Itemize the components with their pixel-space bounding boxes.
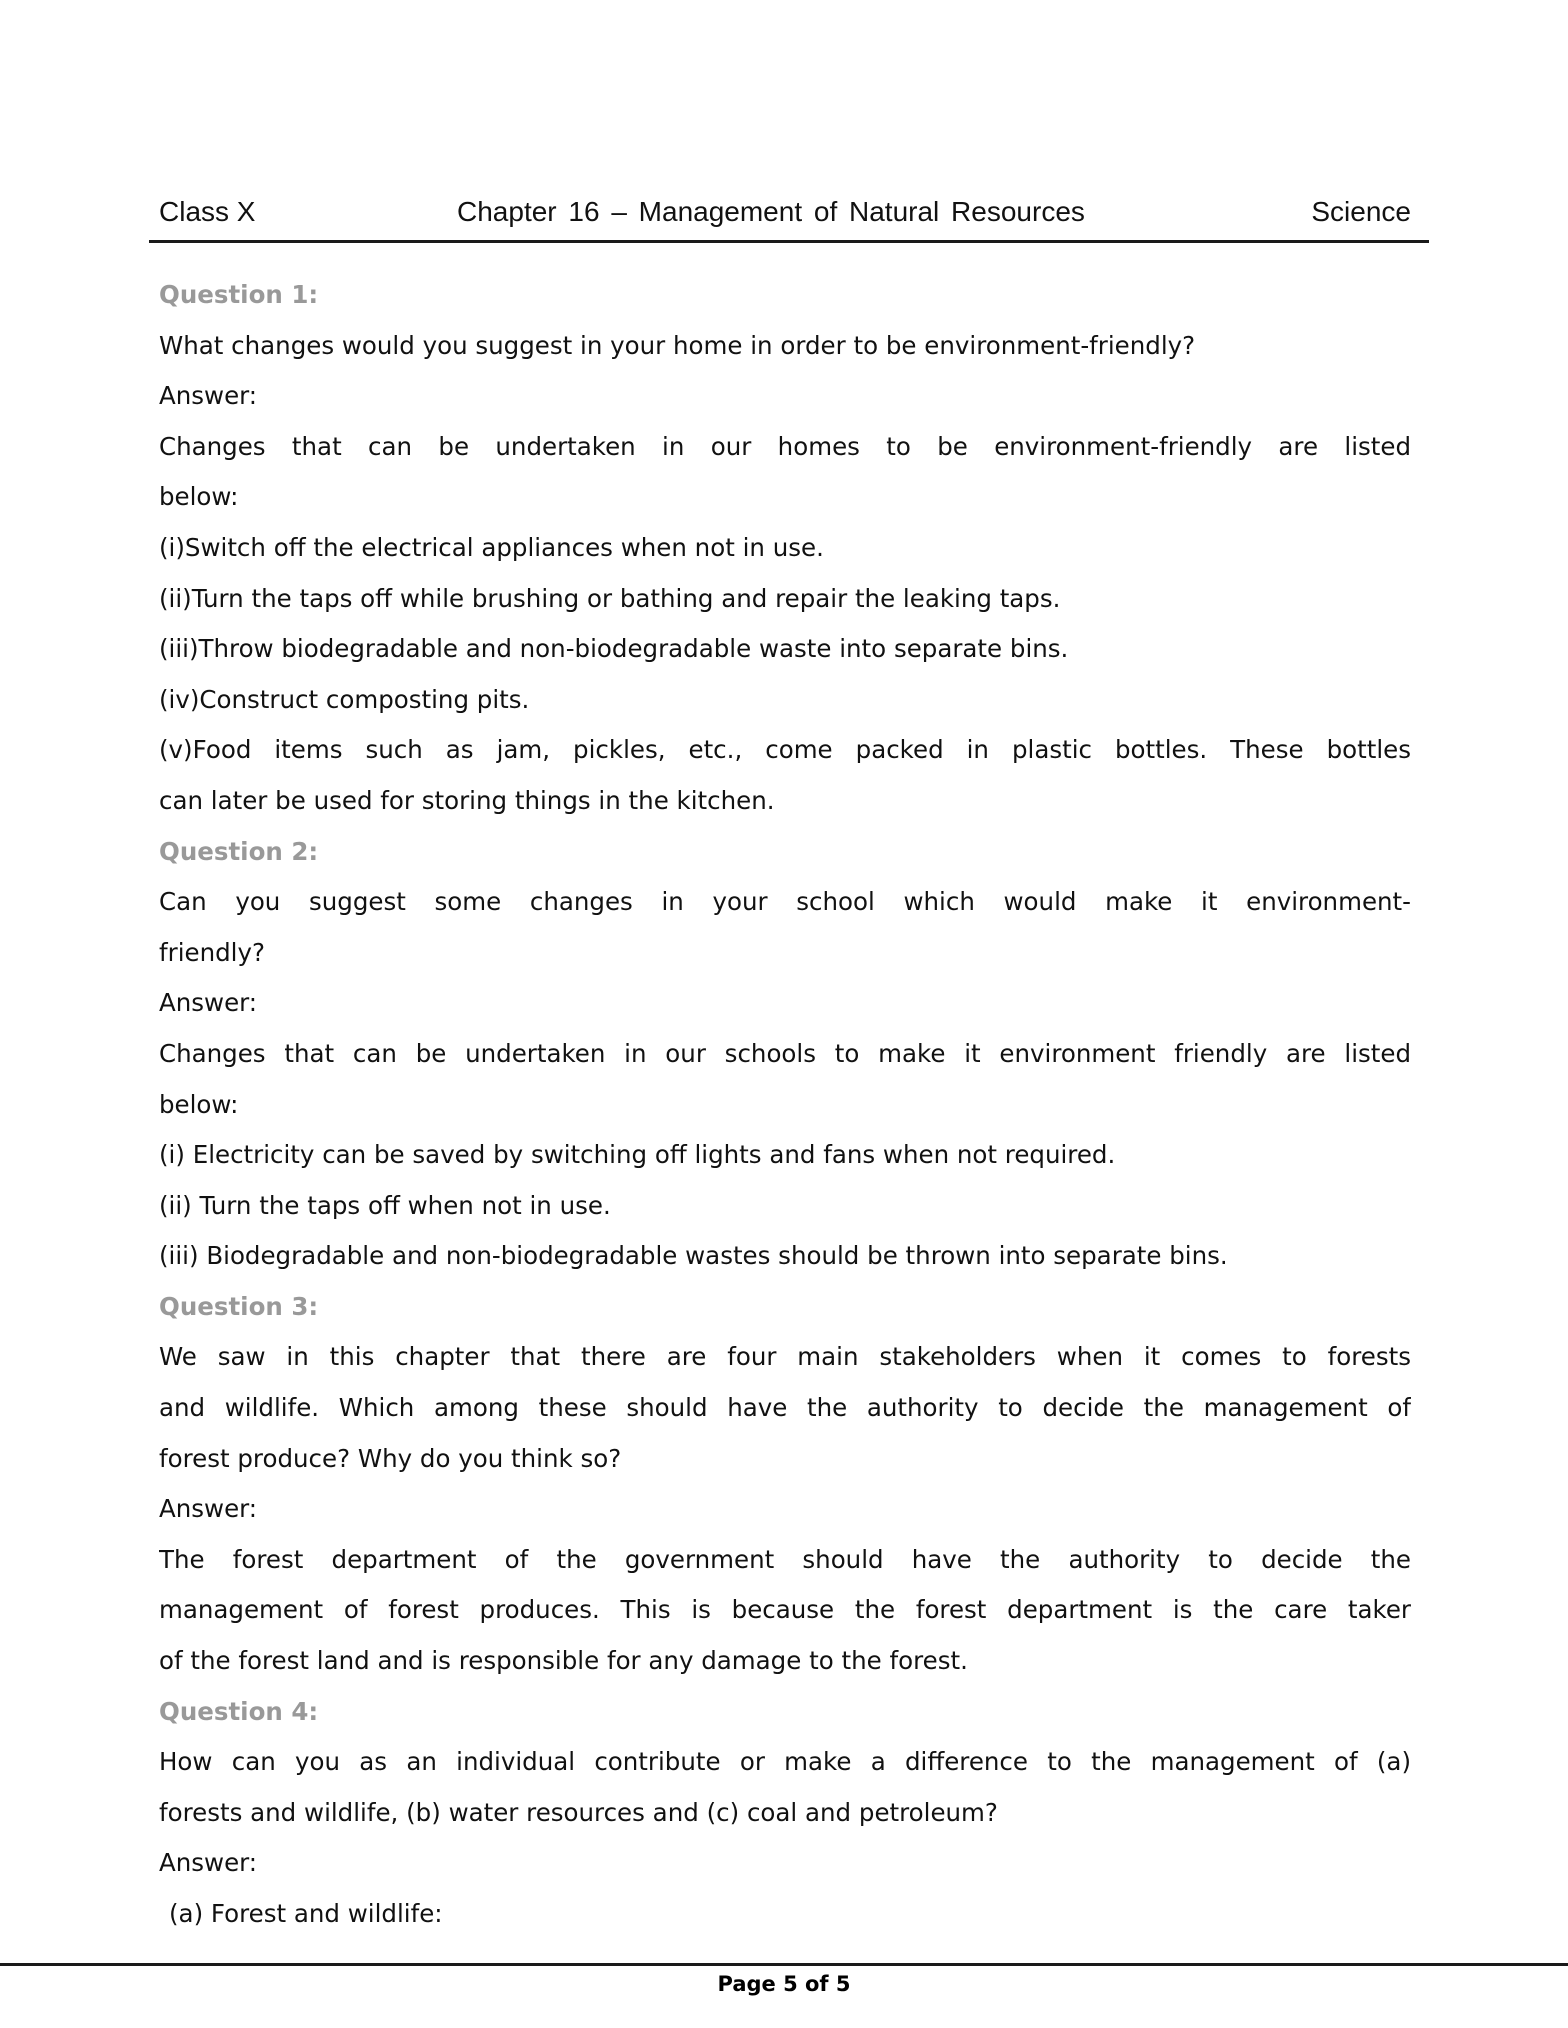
text-line: (i)Switch off the electrical appliances when not in use.	[159, 532, 824, 562]
text-line: (v)Food items such as jam, pickles, etc., come packed in plastic bottles. These bottles	[159, 735, 1411, 765]
header-class-label: Class X	[159, 196, 256, 227]
text-line: Can you suggest some changes in your school which would make it environment-	[159, 887, 1411, 917]
question-heading: Question 3:	[159, 1291, 319, 1321]
text-line: management of forest produces. This is because the forest department is the care taker	[159, 1595, 1411, 1625]
text-line: can later be used for storing things in the kitchen.	[159, 785, 775, 815]
text-line: The forest department of the government should have the authority to decide the	[159, 1544, 1411, 1574]
text-line: What changes would you suggest in your home in order to be environment-friendly?	[159, 330, 1196, 360]
text-line: (iv)Construct composting pits.	[159, 684, 530, 714]
text-line: forests and wildlife, (b) water resources and (c) coal and petroleum?	[159, 1797, 998, 1827]
footer-divider	[0, 1963, 1568, 1966]
page-header	[159, 196, 1411, 236]
text-line: Answer:	[159, 988, 258, 1018]
text-line: We saw in this chapter that there are four main stakeholders when it comes to forests	[159, 1342, 1411, 1372]
question-heading: Question 2:	[159, 836, 319, 866]
text-line: Answer:	[159, 1848, 258, 1878]
text-line: below:	[159, 482, 239, 512]
header-divider	[149, 240, 1429, 243]
text-line: Changes that can be undertaken in our homes to be environment-friendly are listed	[159, 431, 1411, 461]
text-line: (iii)Throw biodegradable and non-biodegradable waste into separate bins.	[159, 634, 1069, 664]
text-line: Answer:	[159, 1494, 258, 1524]
text-line: How can you as an individual contribute or make a difference to the management of (a)	[159, 1747, 1411, 1777]
text-line: below:	[159, 1089, 239, 1119]
question-heading: Question 4:	[159, 1696, 319, 1726]
text-line: Answer:	[159, 381, 258, 411]
text-line: of the forest land and is responsible for any damage to the forest.	[159, 1646, 968, 1676]
header-subject-label: Science	[1311, 196, 1411, 227]
text-line: (ii) Turn the taps off when not in use.	[159, 1190, 611, 1220]
text-line: Changes that can be undertaken in our schools to make it environment friendly are listed	[159, 1038, 1411, 1068]
text-line: (i) Electricity can be saved by switching off lights and fans when not required.	[159, 1140, 1116, 1170]
text-line: friendly?	[159, 937, 265, 967]
document-body	[159, 270, 1411, 1940]
text-line: and wildlife. Which among these should have the authority to decide the management of	[159, 1393, 1411, 1423]
page-number: Page 5 of 5	[717, 1972, 851, 1996]
text-line: forest produce? Why do you think so?	[159, 1443, 622, 1473]
question-heading: Question 1:	[159, 280, 319, 309]
text-line: (iii) Biodegradable and non-biodegradable wastes should be thrown into separate bins.	[159, 1241, 1228, 1271]
text-line: (ii)Turn the taps off while brushing or bathing and repair the leaking taps.	[159, 583, 1061, 613]
text-line: (a) Forest and wildlife:	[169, 1899, 443, 1928]
header-chapter-title: Chapter 16 – Management of Natural Resources	[457, 196, 1085, 227]
